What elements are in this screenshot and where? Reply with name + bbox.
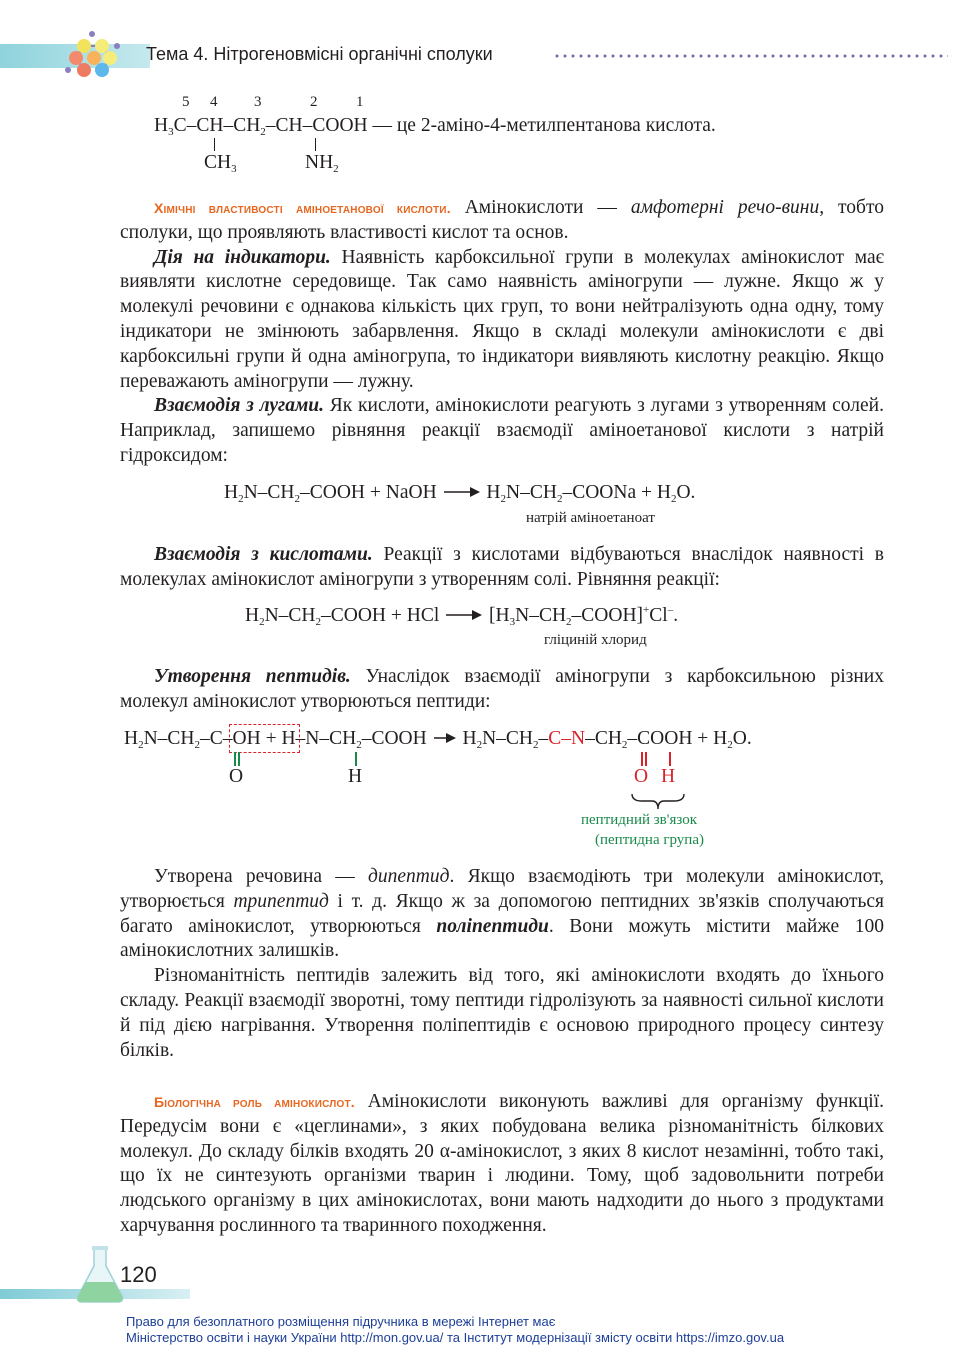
peptide-bond-caption: пептидний зв'язок bbox=[581, 812, 697, 828]
text-paragraph: Різноманітність пептидів залежить від того, які амінокислоти входять до їхнього складу. Реакції взаємодії зворотні, тому пептиди гідролізують за наявності сильної кислоти й під дією нагрівання. Утворення поліпептидів є основою природного процесу синтезу білків. bbox=[120, 965, 884, 1061]
carbon-number: 3 bbox=[254, 94, 262, 110]
term-tripeptide: трипептид bbox=[233, 890, 329, 912]
reaction-arrow-icon bbox=[432, 731, 458, 745]
equation-left-part-a: $H_2N-CH_2-C-$ bbox=[124, 728, 233, 751]
section-heading: Хімічні властивості аміноетанової кислоти. bbox=[154, 200, 451, 216]
double-bond-line bbox=[645, 752, 647, 766]
equation-right-part-b: $-CH_2$–COOH + $H_2O$. bbox=[585, 728, 752, 751]
carbon-number: 5 bbox=[182, 94, 190, 110]
text-run: Наявність карбоксильної групи в молекулах амінокислот має виявляти кислотне середовище. Так само наявність аміногрупи — лужне. Якщо ж у молекулі речовини є однакова кількість цих груп, то вони нейтралізують одна одну, тому індикатори не змінюють забарвлення. Якщо в складі молекули амінокислоти є дві карбоксильні групи й одна аміногрупа, то індикатори виявляють кислотну реакцію. Якщо переважають аміногрупи — лужну. bbox=[120, 246, 884, 392]
section-dipeptide bbox=[120, 865, 884, 1063]
section-peptides bbox=[120, 665, 884, 715]
molecule-logo-icon bbox=[62, 28, 126, 84]
bond-line bbox=[355, 752, 357, 766]
page-number: 120 bbox=[120, 1262, 157, 1287]
bond-line bbox=[315, 138, 316, 151]
brace-icon bbox=[630, 792, 686, 812]
text-run: . Вони можуть містити майже 100 амінокислотних залишків. bbox=[120, 915, 884, 962]
oxygen-right: O bbox=[634, 766, 649, 787]
header-dotted-rule bbox=[553, 54, 948, 58]
carbon-number: 4 bbox=[210, 94, 218, 110]
oxygen-left: O bbox=[229, 766, 244, 787]
branch-methyl: $CH_3$ bbox=[204, 152, 237, 175]
product-caption: натрій аміноетаноат bbox=[526, 510, 655, 526]
text-run: Унаслідок взаємодії аміногрупи з карбоксильною різних молекул амінокислот утворюються пептиди: bbox=[120, 666, 884, 712]
peptide-group-caption: (пептидна група) bbox=[595, 832, 704, 848]
subheading-peptides: Утворення пептидів. bbox=[154, 666, 351, 687]
text-run: Амінокислоти виконують важливі для організму функції. Передусім вони є «цеглинами», з яких побудована велика різноманітність білкових молекул. До складу білків входять 20 α-амінокислот, з яких 8 кислот незамінні, тобто такі, що їх не синтезують організми тварин і людини. Тому, щоб задовольнити потреби людського організму в цих амінокислотах, вони мають надходити до нього з продуктами харчування рослинного та тваринного походження. bbox=[120, 1091, 885, 1236]
peptide-bond-atoms: C–N bbox=[548, 728, 586, 749]
carbon-number: 2 bbox=[310, 94, 318, 110]
eliminated-water-box: OH + H bbox=[232, 728, 296, 749]
carbon-number: 1 bbox=[356, 94, 364, 110]
subheading-indicators: Дія на індикатори. bbox=[154, 246, 331, 268]
reaction-arrow-icon bbox=[442, 485, 482, 499]
product-caption: гліциній хлорид bbox=[544, 632, 647, 648]
double-bond-line bbox=[234, 752, 236, 766]
section-biological-role bbox=[120, 1090, 884, 1239]
reaction-arrow-icon bbox=[444, 608, 484, 622]
double-bond-line bbox=[238, 752, 240, 766]
equation-left: $H_2N-CH_2$–COOH + NaOH bbox=[224, 482, 437, 505]
subheading-alkali: Взаємодія з лугами. bbox=[154, 395, 325, 417]
equation-right-part-a: $H_2N-CH_2-$ bbox=[462, 728, 549, 751]
footer-license-line: Право для безоплатного розміщення підручника в мережі Інтернет має bbox=[126, 1314, 556, 1329]
hydrogen-right: H bbox=[661, 766, 676, 787]
chapter-title: Тема 4. Нітрогеновмісні органічні сполуки bbox=[146, 44, 493, 64]
text-run: , тобто сполуки, що проявляють властивості кислот та основ. bbox=[120, 197, 884, 243]
section-heading: Біологічна роль амінокислот. bbox=[154, 1094, 355, 1110]
double-bond-line bbox=[641, 752, 643, 766]
subheading-acids: Взаємодія з кислотами. bbox=[154, 544, 373, 565]
section-chemical-properties bbox=[120, 196, 884, 469]
term-amphoteric: амфотерні речо-вини bbox=[630, 197, 820, 218]
text-run: Як кислоти, амінокислоти реагують з лугами з утворенням солей. Наприклад, запишемо рівняння реакції взаємодії аміноетанової кислоти з натрій гідроксидом: bbox=[120, 395, 884, 466]
term-polypeptides: поліпептиди bbox=[436, 915, 549, 937]
equation-left: $H_2N-CH_2$–COOH + HCl bbox=[245, 605, 440, 628]
bond-line bbox=[669, 752, 671, 766]
bond-line bbox=[214, 138, 215, 151]
equation-right: $[H_3N-CH_2-COOH]^+Cl^-$. bbox=[489, 604, 679, 628]
equation-left-part-b: $-N-CH_2$–COOH bbox=[295, 728, 427, 751]
footer-license-links: Міністерство освіти і науки України http://mon.gov.ua/ та Інститут модернізації змісту освіти https://imzo.gov.ua bbox=[126, 1330, 785, 1345]
formula-name-text: — це 2-аміно-4-метилпентанова кислота. bbox=[372, 115, 716, 136]
text-run: і т. д. Якщо ж за допомогою пептидних зв'язків сполучаються багато амінокислот, утворюються bbox=[120, 890, 884, 937]
text-run: Реакції з кислотами відбуваються внаслідок наявності в молекулах амінокислот аміногрупи з утворенням солі. Рівняння реакції: bbox=[120, 544, 884, 590]
formula-main-chain: $H_3C-CH-CH_2-CH$–COOH bbox=[154, 115, 368, 138]
section-acids bbox=[120, 543, 884, 593]
text-run: Утворена речовина — bbox=[154, 866, 369, 887]
equation-right: $H_2N-CH_2$–COONa + $H_2O$. bbox=[486, 482, 696, 505]
term-dipeptide: дипептид bbox=[368, 866, 450, 887]
text-run: . Якщо взаємодіють три молекули амінокислот, утворюється bbox=[120, 866, 884, 912]
text-run: Амінокислоти — bbox=[450, 197, 631, 218]
hydrogen-left: H bbox=[348, 766, 363, 787]
branch-amino: $NH_2$ bbox=[305, 152, 339, 175]
